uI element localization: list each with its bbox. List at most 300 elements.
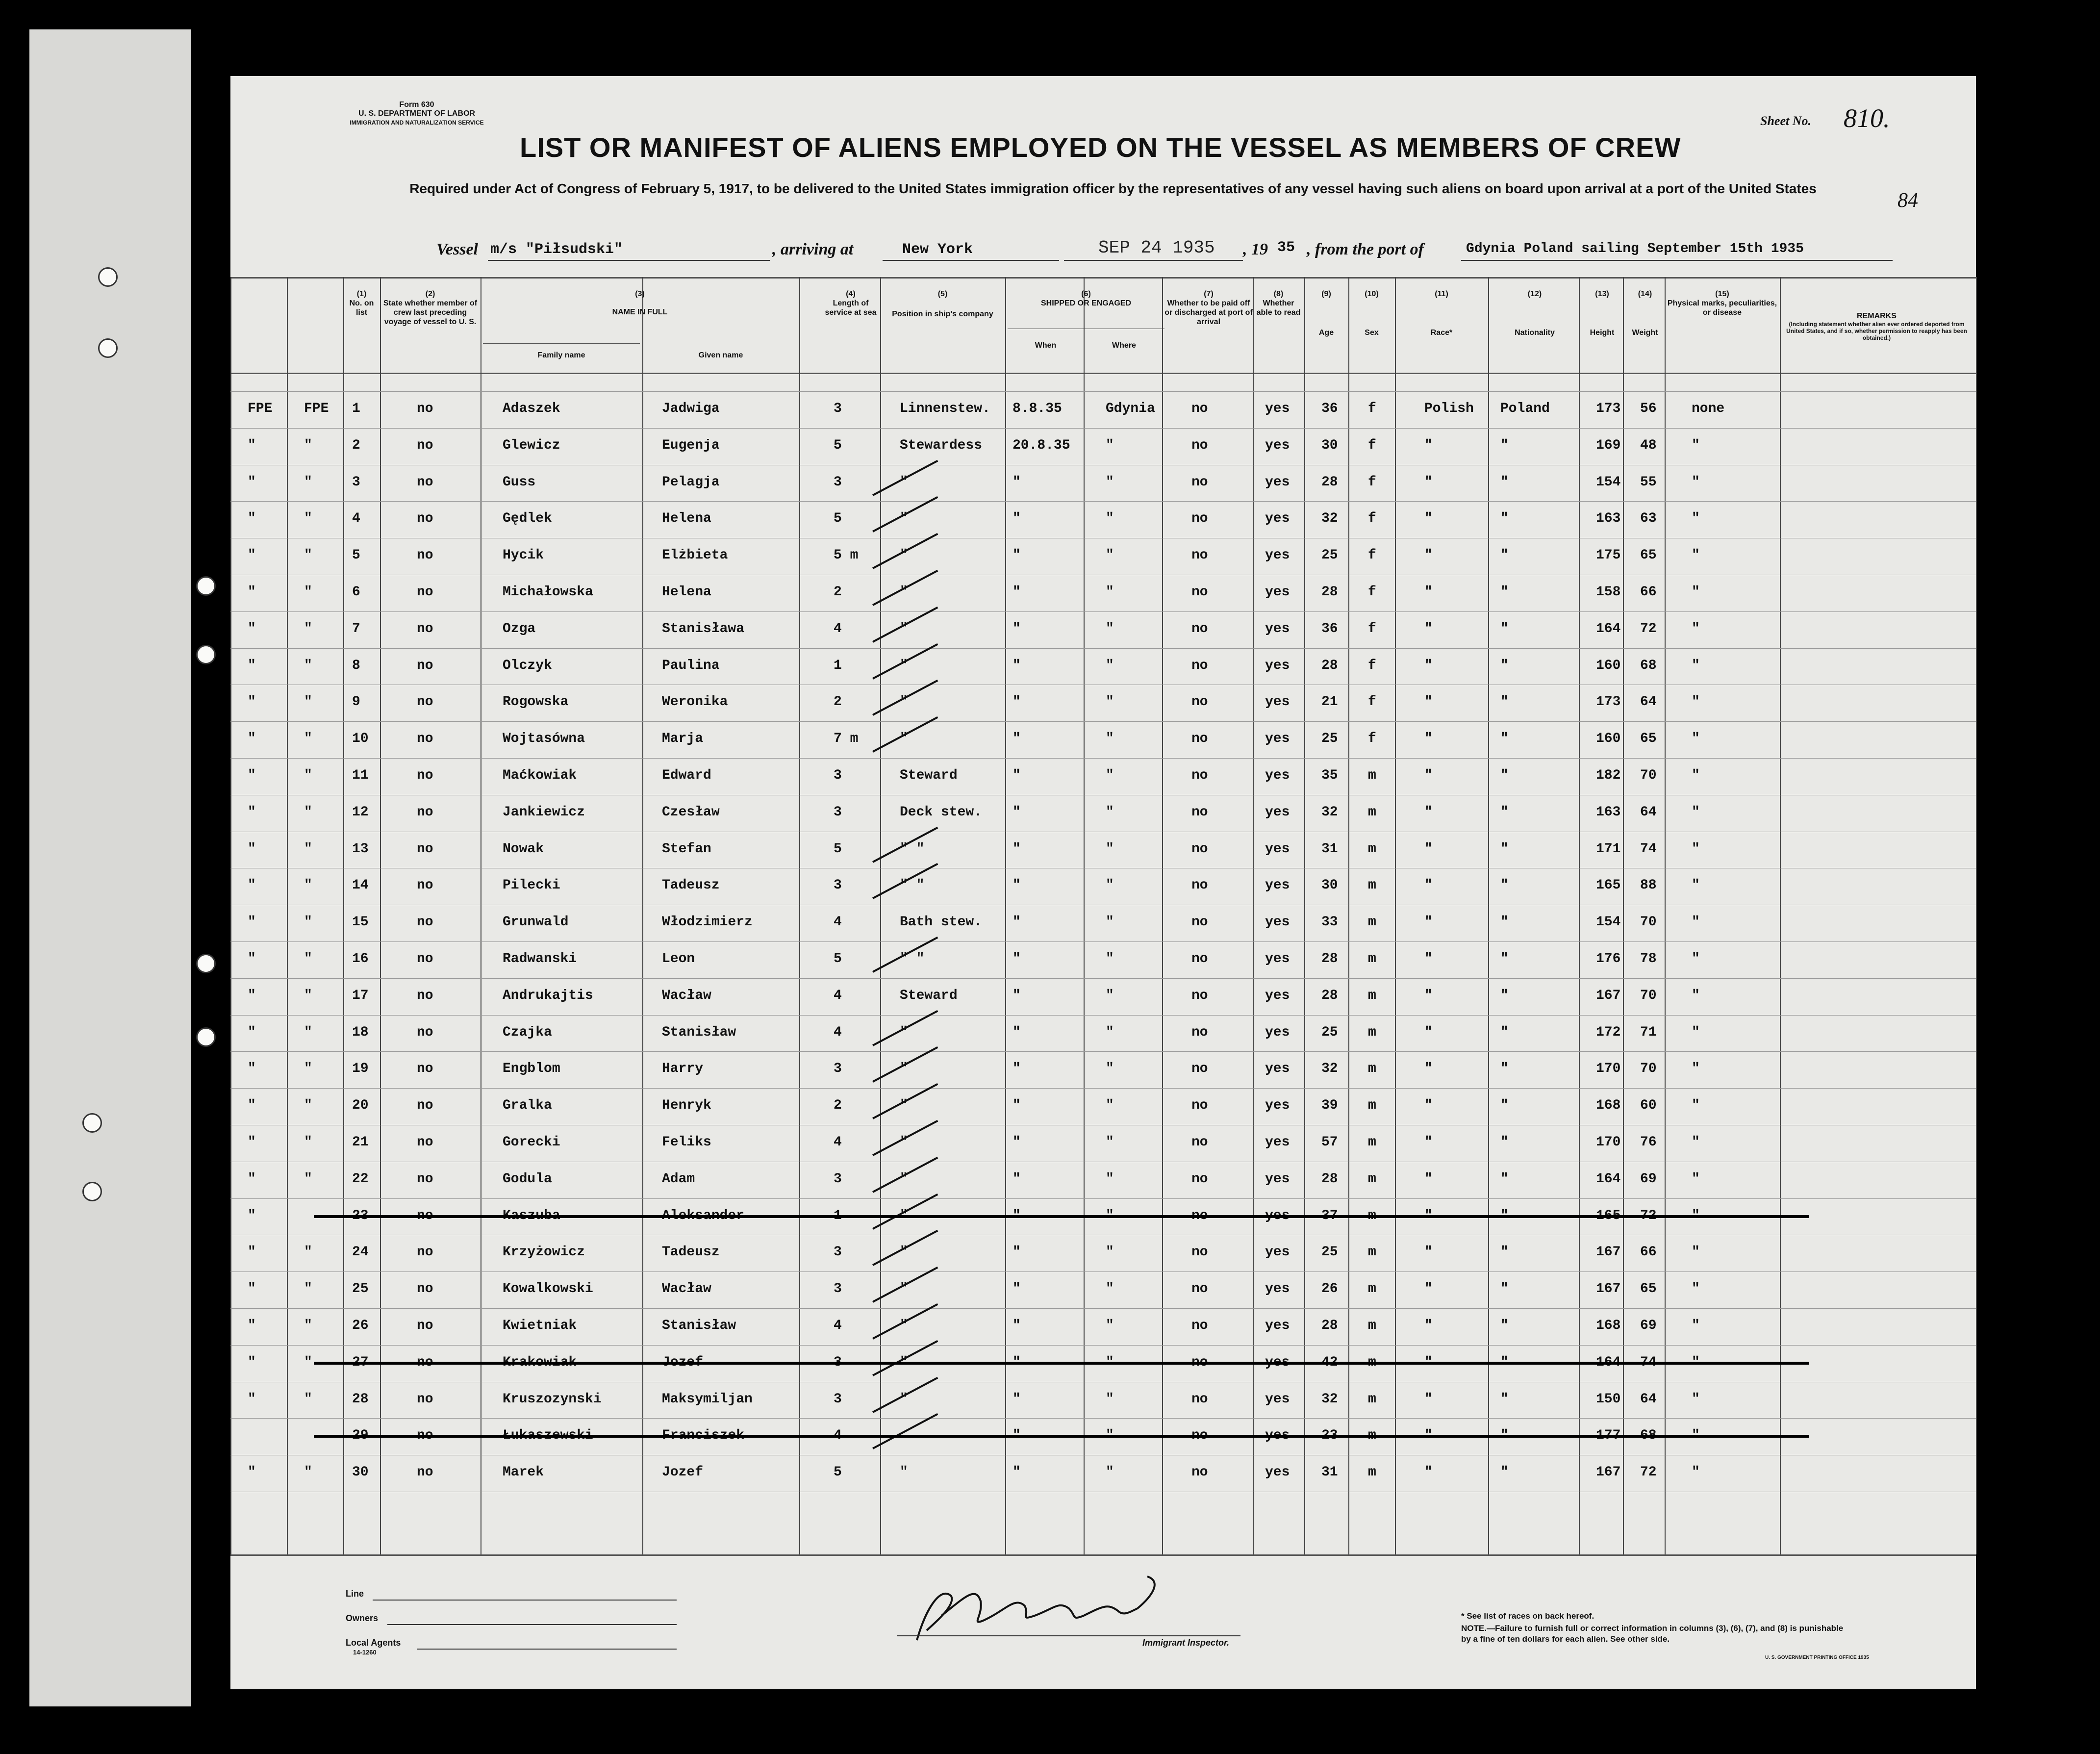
margin-mark-2-cell: " (304, 475, 312, 490)
able-to-read-cell: yes (1265, 548, 1290, 563)
given-name-cell: Paulina (662, 658, 720, 673)
nationality-cell: Poland (1500, 401, 1550, 416)
position-cell: " (900, 1392, 908, 1407)
weight-cell: 72 (1640, 1465, 1657, 1480)
punch-hole (82, 1113, 102, 1133)
agents-underline (417, 1649, 677, 1650)
family-name-cell: Jankiewicz (503, 805, 585, 820)
able-to-read-cell: yes (1265, 1098, 1290, 1113)
race-cell: " (1424, 475, 1433, 490)
able-to-read-cell: yes (1265, 1245, 1290, 1260)
col-header-height: (13) Height (1590, 290, 1615, 337)
shipped-when-cell: " (1012, 731, 1021, 746)
service-length-cell: 4 (834, 1135, 842, 1150)
margin-mark-2-cell: " (304, 621, 312, 636)
race-cell: " (1424, 731, 1433, 746)
height-cell: 173 (1596, 694, 1621, 710)
age-cell: 28 (1321, 988, 1338, 1003)
margin-mark-2-cell: " (304, 1171, 312, 1187)
service-length-cell: 4 (834, 1025, 842, 1040)
paid-off-cell: no (1191, 1281, 1208, 1296)
able-to-read-cell: yes (1265, 1135, 1290, 1150)
shipped-where-cell: " (1106, 731, 1114, 746)
given-name-cell: Tadeusz (662, 1245, 720, 1260)
paid-off-cell: no (1191, 1171, 1208, 1187)
position-cell: Deck stew. (900, 805, 983, 820)
able-to-read-cell: yes (1265, 438, 1290, 453)
shipped-when-cell: " (1012, 805, 1021, 820)
family-name-cell: Andrukajtis (503, 988, 593, 1003)
able-to-read-cell: yes (1265, 878, 1290, 893)
previous-voyage-cell: no (417, 1355, 433, 1370)
race-cell: " (1424, 951, 1433, 966)
margin-mark-1-cell: " (248, 1171, 256, 1187)
able-to-read-cell: yes (1265, 768, 1290, 783)
sex-cell: m (1368, 805, 1376, 820)
able-to-read-cell: yes (1265, 511, 1290, 526)
row-number-cell: 26 (352, 1318, 369, 1333)
sex-cell: f (1368, 731, 1376, 746)
race-cell: " (1424, 1025, 1433, 1040)
column-rule (230, 277, 231, 1554)
agents-label: Local Agents (346, 1638, 401, 1648)
margin-mark-2-cell: " (304, 878, 312, 893)
shipped-when-cell: " (1012, 1245, 1021, 1260)
shipped-where-cell: " (1106, 988, 1114, 1003)
race-cell: " (1424, 1245, 1433, 1260)
able-to-read-cell: yes (1265, 621, 1290, 636)
able-to-read-cell: yes (1265, 915, 1290, 930)
service-length-cell: 5 (834, 841, 842, 857)
paid-off-cell: no (1191, 438, 1208, 453)
given-name-cell: Czesław (662, 805, 720, 820)
family-name-cell: Ozga (503, 621, 536, 636)
age-cell: 28 (1321, 951, 1338, 966)
sex-cell: f (1368, 658, 1376, 673)
previous-voyage-cell: no (417, 475, 433, 490)
row-number-cell: 7 (352, 621, 360, 636)
given-name-cell: Feliks (662, 1135, 711, 1150)
physical-marks-cell: " (1692, 475, 1700, 490)
margin-mark-2-cell: " (304, 768, 312, 783)
name-subhead-rule (483, 343, 640, 344)
family-name-cell: Gralka (503, 1098, 552, 1113)
family-name-cell: Glewicz (503, 438, 560, 453)
position-cell: " (900, 1061, 908, 1076)
paid-off-cell: no (1191, 401, 1208, 416)
height-cell: 160 (1596, 658, 1621, 673)
shipped-when-cell: 8.8.35 (1012, 401, 1062, 416)
family-name-cell: Engblom (503, 1061, 560, 1076)
height-cell: 173 (1596, 401, 1621, 416)
service-length-cell: 2 (834, 585, 842, 600)
weight-cell: 55 (1640, 475, 1657, 490)
age-cell: 42 (1321, 1355, 1338, 1370)
shipped-when-cell: " (1012, 548, 1021, 563)
column-rule (1976, 277, 1977, 1554)
race-cell: " (1424, 1061, 1433, 1076)
weight-cell: 64 (1640, 805, 1657, 820)
able-to-read-cell: yes (1265, 401, 1290, 416)
margin-mark-1-cell: " (248, 768, 256, 783)
race-cell: " (1424, 511, 1433, 526)
margin-mark-2-cell: " (304, 1281, 312, 1296)
weight-cell: 66 (1640, 1245, 1657, 1260)
sheet-label: Sheet No. (1760, 114, 1811, 128)
given-name-cell: Wacław (662, 988, 711, 1003)
nationality-cell: " (1500, 548, 1509, 563)
service-length-cell: 3 (834, 768, 842, 783)
height-cell: 168 (1596, 1098, 1621, 1113)
service-length-cell: 1 (834, 658, 842, 673)
sex-cell: m (1368, 1245, 1376, 1260)
physical-marks-cell: " (1692, 915, 1700, 930)
paid-off-cell: no (1191, 658, 1208, 673)
physical-marks-cell: " (1692, 438, 1700, 453)
sex-cell: m (1368, 878, 1376, 893)
able-to-read-cell: yes (1265, 841, 1290, 857)
punch-hole (196, 645, 216, 664)
race-cell: " (1424, 621, 1433, 636)
date-underline (1064, 260, 1243, 261)
margin-mark-2-cell: " (304, 1135, 312, 1150)
column-rule (287, 277, 288, 1554)
previous-voyage-cell: no (417, 1281, 433, 1296)
age-cell: 25 (1321, 1245, 1338, 1260)
position-cell: " " (900, 841, 925, 857)
race-cell: " (1424, 658, 1433, 673)
able-to-read-cell: yes (1265, 585, 1290, 600)
shipped-when-cell: " (1012, 511, 1021, 526)
age-cell: 21 (1321, 694, 1338, 710)
sex-cell: m (1368, 1465, 1376, 1480)
paid-off-cell: no (1191, 621, 1208, 636)
document-title: LIST OR MANIFEST OF ALIENS EMPLOYED ON THE VESSEL AS MEMBERS OF CREW (520, 132, 1681, 163)
previous-voyage-cell: no (417, 1098, 433, 1113)
shipped-when-cell: " (1012, 1428, 1021, 1443)
nationality-cell: " (1500, 585, 1509, 600)
row-number-cell: 11 (352, 768, 369, 783)
col-header-race: (11) Race* (1430, 290, 1453, 337)
margin-mark-2-cell: " (304, 988, 312, 1003)
row-rule (230, 1088, 1976, 1089)
previous-voyage-cell: no (417, 401, 433, 416)
department-name: U. S. DEPARTMENT OF LABOR (358, 109, 475, 118)
shipped-where-cell: " (1106, 1428, 1114, 1443)
given-name-cell: Helena (662, 511, 711, 526)
paid-off-cell: no (1191, 1061, 1208, 1076)
col-header-given-name: Given name (698, 351, 743, 359)
col-header-no: (1) No. on list (349, 290, 374, 317)
service-length-cell: 3 (834, 1392, 842, 1407)
col-header-when: When (1035, 341, 1057, 350)
row-number-cell: 29 (352, 1428, 369, 1443)
inspector-underline (897, 1635, 1240, 1636)
height-cell: 169 (1596, 438, 1621, 453)
weight-cell: 65 (1640, 731, 1657, 746)
service-name: IMMIGRATION AND NATURALIZATION SERVICE (350, 119, 484, 126)
shipped-when-cell: " (1012, 915, 1021, 930)
paid-off-cell: no (1191, 1428, 1208, 1443)
row-rule (230, 1015, 1976, 1016)
family-name-cell: Michałowska (503, 585, 593, 600)
margin-mark-1-cell: " (248, 548, 256, 563)
paid-off-cell: no (1191, 768, 1208, 783)
family-name-cell: Marek (503, 1465, 544, 1480)
shipped-where-cell: " (1106, 1281, 1114, 1296)
family-name-cell: Nowak (503, 841, 544, 857)
position-cell: " (900, 585, 908, 600)
physical-marks-cell: " (1692, 1355, 1700, 1370)
family-name-cell: Gorecki (503, 1135, 560, 1150)
sex-cell: m (1368, 768, 1376, 783)
previous-voyage-cell: no (417, 915, 433, 930)
position-cell: " (900, 621, 908, 636)
previous-voyage-cell: no (417, 1245, 433, 1260)
position-cell: " (900, 1245, 908, 1260)
position-cell: Stewardess (900, 438, 983, 453)
service-length-cell: 4 (834, 1318, 842, 1333)
row-rule (230, 501, 1976, 502)
family-name-cell: Godula (503, 1171, 552, 1187)
service-length-cell: 3 (834, 401, 842, 416)
previous-voyage-cell: no (417, 585, 433, 600)
race-cell: " (1424, 1208, 1433, 1223)
physical-marks-cell: " (1692, 1428, 1700, 1443)
given-name-cell: Weronika (662, 694, 728, 710)
weight-cell: 70 (1640, 988, 1657, 1003)
weight-cell: 70 (1640, 915, 1657, 930)
sex-cell: m (1368, 1171, 1376, 1187)
shipped-where-cell: " (1106, 1245, 1114, 1260)
service-length-cell: 5 (834, 951, 842, 966)
sex-cell: m (1368, 1025, 1376, 1040)
paid-off-cell: no (1191, 511, 1208, 526)
margin-mark-1-cell: " (248, 988, 256, 1003)
given-name-cell: Leon (662, 951, 695, 966)
position-cell: " (900, 731, 908, 746)
row-number-cell: 15 (352, 915, 369, 930)
previous-voyage-cell: no (417, 438, 433, 453)
col-header-age: (9) Age (1318, 290, 1334, 337)
height-cell: 163 (1596, 511, 1621, 526)
table-bottom-rule (230, 1554, 1976, 1556)
position-cell: Steward (900, 988, 958, 1003)
given-name-cell: Włodzimierz (662, 915, 753, 930)
age-cell: 32 (1321, 1061, 1338, 1076)
shipped-where-cell: " (1106, 1171, 1114, 1187)
height-cell: 165 (1596, 1208, 1621, 1223)
shipped-where-cell: " (1106, 1025, 1114, 1040)
race-cell: " (1424, 915, 1433, 930)
shipped-when-cell: " (1012, 1355, 1021, 1370)
age-cell: 28 (1321, 1318, 1338, 1333)
margin-mark-1-cell: " (248, 1098, 256, 1113)
height-cell: 177 (1596, 1428, 1621, 1443)
sex-cell: m (1368, 1135, 1376, 1150)
race-cell: " (1424, 1318, 1433, 1333)
margin-mark-2-cell: " (304, 1061, 312, 1076)
nationality-cell: " (1500, 1245, 1509, 1260)
paid-off-cell: no (1191, 1025, 1208, 1040)
paid-off-cell: no (1191, 805, 1208, 820)
punch-hole (196, 576, 216, 596)
row-rule (230, 1308, 1976, 1309)
row-number-cell: 9 (352, 694, 360, 710)
row-number-cell: 25 (352, 1281, 369, 1296)
previous-voyage-cell: no (417, 694, 433, 710)
weight-cell: 78 (1640, 951, 1657, 966)
sex-cell: f (1368, 621, 1376, 636)
sex-cell: m (1368, 1355, 1376, 1370)
service-length-cell: 5 (834, 511, 842, 526)
race-cell: " (1424, 805, 1433, 820)
row-number-cell: 24 (352, 1245, 369, 1260)
previous-voyage-cell: no (417, 951, 433, 966)
strike-through-line (314, 1362, 1809, 1365)
margin-mark-1-cell: " (248, 1025, 256, 1040)
shipped-where-cell: Gdynia (1106, 401, 1155, 416)
paid-off-cell: no (1191, 1208, 1208, 1223)
physical-marks-cell: " (1692, 1392, 1700, 1407)
physical-marks-cell: " (1692, 1318, 1700, 1333)
given-name-cell: Stanisława (662, 621, 745, 636)
able-to-read-cell: yes (1265, 731, 1290, 746)
row-rule (230, 1418, 1976, 1419)
race-cell: " (1424, 768, 1433, 783)
nationality-cell: " (1500, 1208, 1509, 1223)
owners-label: Owners (346, 1613, 379, 1623)
weight-cell: 70 (1640, 768, 1657, 783)
margin-mark-2-cell: " (304, 1392, 312, 1407)
age-cell: 32 (1321, 511, 1338, 526)
service-length-cell: 4 (834, 621, 842, 636)
shipped-when-cell: " (1012, 658, 1021, 673)
position-cell: " " (900, 878, 925, 893)
height-cell: 182 (1596, 768, 1621, 783)
sex-cell: m (1368, 1428, 1376, 1443)
row-rule (230, 428, 1976, 429)
service-length-cell: 5 (834, 1465, 842, 1480)
nationality-cell: " (1500, 621, 1509, 636)
service-length-cell: 3 (834, 1355, 842, 1370)
paid-off-cell: no (1191, 841, 1208, 857)
height-cell: 154 (1596, 915, 1621, 930)
margin-mark-2-cell: " (304, 694, 312, 710)
height-cell: 170 (1596, 1135, 1621, 1150)
physical-marks-cell: " (1692, 805, 1700, 820)
able-to-read-cell: yes (1265, 1281, 1290, 1296)
age-cell: 36 (1321, 621, 1338, 636)
sex-cell: m (1368, 988, 1376, 1003)
row-number-cell: 28 (352, 1392, 369, 1407)
strike-through-line (314, 1215, 1809, 1218)
race-cell: " (1424, 585, 1433, 600)
previous-voyage-cell: no (417, 1025, 433, 1040)
age-cell: 33 (1321, 915, 1338, 930)
previous-voyage-cell: no (417, 878, 433, 893)
paid-off-cell: no (1191, 915, 1208, 930)
position-cell: " (900, 1098, 908, 1113)
margin-mark-1-cell: " (248, 511, 256, 526)
physical-marks-cell: " (1692, 1061, 1700, 1076)
shipped-when-cell: " (1012, 1465, 1021, 1480)
margin-mark-1-cell: " (248, 1392, 256, 1407)
col-header-physical-marks: (15) Physical marks, peculiarities, or disease (1667, 290, 1777, 317)
able-to-read-cell: yes (1265, 1061, 1290, 1076)
weight-cell: 70 (1640, 1061, 1657, 1076)
family-name-cell: Wojtasówna (503, 731, 585, 746)
margin-mark-1-cell: " (248, 658, 256, 673)
race-cell: " (1424, 878, 1433, 893)
form-number: Form 630 (399, 101, 434, 109)
row-rule (230, 1345, 1976, 1346)
col-header-name: (3) NAME IN FULL (612, 290, 668, 316)
family-name-cell: Olczyk (503, 658, 552, 673)
shipped-when-cell: " (1012, 694, 1021, 710)
row-number-cell: 5 (352, 548, 360, 563)
shipped-where-cell: " (1106, 511, 1114, 526)
family-name-cell: Kruszozynski (503, 1392, 602, 1407)
height-cell: 167 (1596, 1245, 1621, 1260)
nationality-cell: " (1500, 1318, 1509, 1333)
physical-marks-cell: " (1692, 1098, 1700, 1113)
shipped-where-cell: " (1106, 878, 1114, 893)
shipped-when-cell: " (1012, 1281, 1021, 1296)
height-cell: 167 (1596, 1465, 1621, 1480)
family-name-cell: Radwanski (503, 951, 577, 966)
position-cell: " (900, 1135, 908, 1150)
position-cell: " (900, 1025, 908, 1040)
position-cell: " (900, 658, 908, 673)
margin-mark-1-cell: " (248, 1355, 256, 1370)
sex-cell: f (1368, 475, 1376, 490)
sex-cell: m (1368, 951, 1376, 966)
position-cell: Steward (900, 768, 958, 783)
family-name-cell: Rogowska (503, 694, 569, 710)
margin-mark-2-cell: " (304, 1465, 312, 1480)
departure-port: Gdynia Poland sailing September 15th 1935 (1466, 241, 1804, 256)
family-name-cell: Łukaszewski (503, 1428, 593, 1443)
weight-cell: 74 (1640, 1355, 1657, 1370)
family-name-cell: Adaszek (503, 401, 560, 416)
arriving-label: , arriving at (772, 240, 854, 258)
position-cell: " (900, 1318, 908, 1333)
margin-mark-1-cell: FPE (248, 401, 273, 416)
able-to-read-cell: yes (1265, 805, 1290, 820)
previous-voyage-cell: no (417, 988, 433, 1003)
physical-marks-cell: " (1692, 988, 1700, 1003)
position-cell: " (900, 694, 908, 710)
row-number-cell: 20 (352, 1098, 369, 1113)
sheet-number: 810. (1844, 103, 1890, 133)
weight-cell: 60 (1640, 1098, 1657, 1113)
margin-mark-2-cell: " (304, 1355, 312, 1370)
physical-marks-cell: " (1692, 1208, 1700, 1223)
service-length-cell: 3 (834, 1061, 842, 1076)
sex-cell: f (1368, 548, 1376, 563)
paid-off-cell: no (1191, 1135, 1208, 1150)
age-cell: 23 (1321, 1428, 1338, 1443)
shipped-when-cell: 20.8.35 (1012, 438, 1070, 453)
service-length-cell: 4 (834, 915, 842, 930)
row-number-cell: 3 (352, 475, 360, 490)
sex-cell: m (1368, 1392, 1376, 1407)
form-identity (338, 101, 495, 127)
physical-marks-cell: " (1692, 768, 1700, 783)
shipped-where-cell: " (1106, 951, 1114, 966)
service-length-cell: 4 (834, 1428, 842, 1443)
